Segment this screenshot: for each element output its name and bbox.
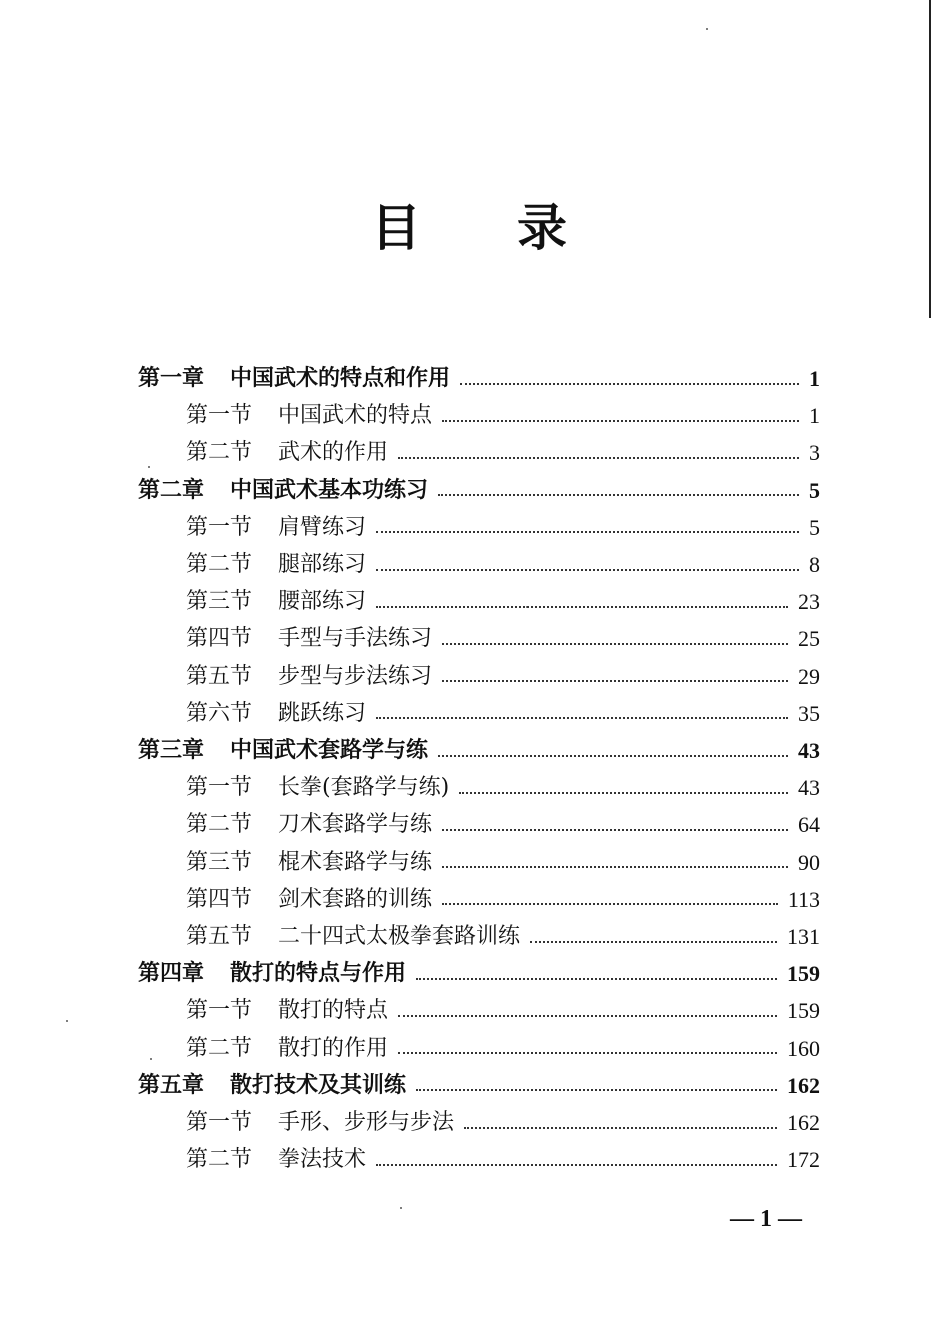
toc-entry-label [186, 1030, 388, 1067]
toc-entry-label [138, 472, 428, 509]
dot-leader [459, 792, 788, 794]
dot-leader [438, 494, 799, 496]
toc-entry-number: 第一节 [186, 514, 253, 540]
toc-section-entry [186, 1104, 820, 1141]
toc-page-number: 25 [798, 626, 820, 652]
scan-speck [66, 1020, 68, 1022]
toc-entry-number: 第五节 [186, 663, 253, 689]
toc-section-entry [186, 434, 820, 471]
toc-chapter-entry [138, 472, 820, 509]
toc-entry-label [186, 434, 388, 471]
toc-section-entry [186, 658, 820, 695]
toc-entry-label [138, 1067, 406, 1104]
dot-leader [438, 755, 788, 757]
toc-page-number: 29 [798, 663, 820, 689]
toc-entry-number: 第一章 [138, 365, 205, 391]
toc-entry-number: 第六节 [186, 700, 253, 726]
toc-entry-label [186, 509, 366, 546]
page-number: — 1 — [730, 1206, 802, 1232]
toc-entry-title: 手形、步形与步法 [278, 1110, 455, 1135]
toc-entry-title: 步型与步法练习 [278, 663, 433, 689]
dot-leader [442, 643, 788, 645]
toc-page-number: 35 [798, 700, 820, 726]
toc-section-entry [186, 992, 820, 1029]
toc-entry-label [186, 1141, 366, 1178]
toc-entry-title: 拳法技术 [278, 1147, 367, 1173]
toc-entry-title: 手型与手法练习 [278, 626, 433, 652]
toc-entry-label [138, 360, 450, 397]
toc-page-number: 160 [787, 1035, 820, 1061]
toc-entry-number: 第二节 [186, 440, 253, 466]
toc-entry-label [186, 620, 432, 657]
toc-page-number: 172 [787, 1147, 820, 1173]
toc-entry-number: 第三章 [138, 737, 205, 763]
toc-entry-number: 第四节 [186, 886, 253, 912]
toc-chapter-entry [138, 360, 820, 397]
toc-section-entry [186, 918, 820, 955]
toc-entry-number: 第一节 [186, 775, 253, 801]
toc-entry-label [138, 732, 428, 769]
toc-entry-title: 散打的作用 [278, 1035, 389, 1061]
toc-page-number: 5 [809, 514, 820, 540]
title-char: 目 [371, 198, 421, 257]
toc-entry-title: 中国武术的特点 [278, 403, 433, 429]
title-char: 录 [517, 198, 567, 257]
toc-page-number: 3 [809, 440, 820, 466]
toc-entry-number: 第一节 [186, 403, 253, 429]
toc-entry-title: 腰部练习 [278, 589, 367, 615]
toc-entry-label [186, 806, 432, 843]
toc-page-number: 159 [787, 998, 820, 1024]
toc-section-entry [186, 881, 820, 918]
dot-leader [442, 829, 788, 831]
toc-page-number: 1 [809, 403, 820, 429]
dot-leader [398, 1015, 777, 1017]
dot-leader [442, 420, 799, 422]
toc-page-number: 90 [798, 849, 820, 875]
toc-page-number: 159 [787, 961, 820, 987]
toc-entry-label [186, 1104, 454, 1141]
toc-chapter-entry [138, 732, 820, 769]
toc-entry-number: 第二节 [186, 812, 253, 838]
scan-speck [400, 1207, 402, 1209]
dot-leader [442, 903, 778, 905]
dot-leader [416, 978, 777, 980]
toc-section-entry [186, 1141, 820, 1178]
toc-entry-title: 中国武术基本功练习 [230, 476, 429, 503]
toc-entry-label [186, 583, 366, 620]
scan-speck [150, 1058, 152, 1060]
dot-leader [398, 457, 799, 459]
dot-leader [376, 569, 799, 571]
dot-leader [416, 1089, 777, 1091]
toc-page-number: 8 [809, 552, 820, 577]
toc-entry-label [186, 844, 432, 881]
toc-entry-title: 中国武术套路学与练 [230, 737, 429, 763]
toc-section-entry [186, 546, 820, 583]
toc-entry-label [138, 955, 406, 992]
dot-leader [442, 680, 788, 682]
toc-page-number: 64 [798, 812, 820, 838]
toc-entry-number: 第一节 [186, 998, 253, 1024]
toc-entry-title: 武术的作用 [278, 440, 389, 466]
toc-page-number: 162 [787, 1110, 820, 1135]
dot-leader [460, 383, 799, 385]
toc-entry-number: 第二节 [186, 1147, 253, 1173]
toc-entry-label [186, 769, 449, 806]
toc-section-entry [186, 695, 820, 732]
toc-entry-number: 第四节 [186, 626, 253, 652]
dot-leader [376, 1164, 777, 1166]
dot-leader [376, 606, 788, 608]
dot-leader [398, 1052, 777, 1054]
toc-entry-number: 第五章 [138, 1071, 205, 1098]
toc-section-entry [186, 769, 820, 806]
toc-entry-label [186, 695, 366, 732]
dot-leader [464, 1127, 777, 1129]
toc-entry-number: 第五节 [186, 924, 253, 949]
scan-speck [706, 28, 708, 30]
dot-leader [376, 717, 788, 719]
toc-page-number: 162 [787, 1072, 820, 1098]
toc-page-number: 23 [798, 589, 820, 615]
toc-entry-title: 二十四式太极拳套路训练 [278, 924, 521, 949]
toc-section-entry [186, 1030, 820, 1067]
toc-page-number: 43 [798, 775, 820, 801]
toc-chapter-entry [138, 1067, 820, 1104]
toc-entry-title: 跳跃练习 [278, 700, 367, 726]
scan-speck [148, 466, 150, 468]
toc-entry-number: 第三节 [186, 849, 253, 875]
scan-edge-line [929, 0, 931, 318]
toc-section-entry [186, 806, 820, 843]
toc-page-number: 5 [809, 477, 820, 503]
dot-leader [530, 941, 777, 943]
toc-entry-title: 长拳(套路学与练) [278, 775, 450, 801]
toc-entry-label [186, 992, 388, 1029]
toc-section-entry [186, 509, 820, 546]
toc-entry-number: 第一节 [186, 1110, 253, 1135]
toc-page-number: 1 [809, 366, 820, 391]
toc-entry-title: 剑术套路的训练 [278, 886, 433, 912]
toc-entry-number: 第四章 [138, 960, 205, 987]
toc-entry-label [186, 918, 520, 955]
toc-entry-label [186, 881, 432, 918]
toc-section-entry [186, 844, 820, 881]
toc-page-number: 131 [787, 924, 820, 949]
toc-entry-title: 散打的特点 [278, 998, 389, 1024]
toc-entry-number: 第二节 [186, 552, 253, 577]
toc-entry-title: 散打技术及其训练 [230, 1071, 407, 1098]
toc-entry-title: 腿部练习 [278, 552, 367, 577]
toc-chapter-entry [138, 955, 820, 992]
toc-section-entry [186, 397, 820, 434]
page-title [0, 196, 938, 260]
toc-entry-label [186, 397, 432, 434]
toc-section-entry [186, 620, 820, 657]
toc-entry-title: 肩臂练习 [278, 514, 367, 540]
toc-entry-number: 第二节 [186, 1035, 253, 1061]
toc-entry-title: 刀术套路学与练 [278, 812, 433, 838]
toc-page-number: 43 [798, 738, 820, 763]
toc-page-number: 113 [787, 886, 820, 912]
toc-entry-number: 第三节 [186, 589, 253, 615]
dot-leader [376, 531, 799, 533]
toc-entry-title: 棍术套路学与练 [278, 849, 433, 875]
toc-entry-title: 中国武术的特点和作用 [230, 365, 451, 391]
toc-entry-label [186, 546, 366, 583]
dot-leader [442, 866, 788, 868]
toc-entry-label [186, 658, 432, 695]
toc-entry-title: 散打的特点与作用 [230, 960, 407, 987]
toc-entry-number: 第二章 [138, 476, 205, 503]
toc-section-entry [186, 583, 820, 620]
